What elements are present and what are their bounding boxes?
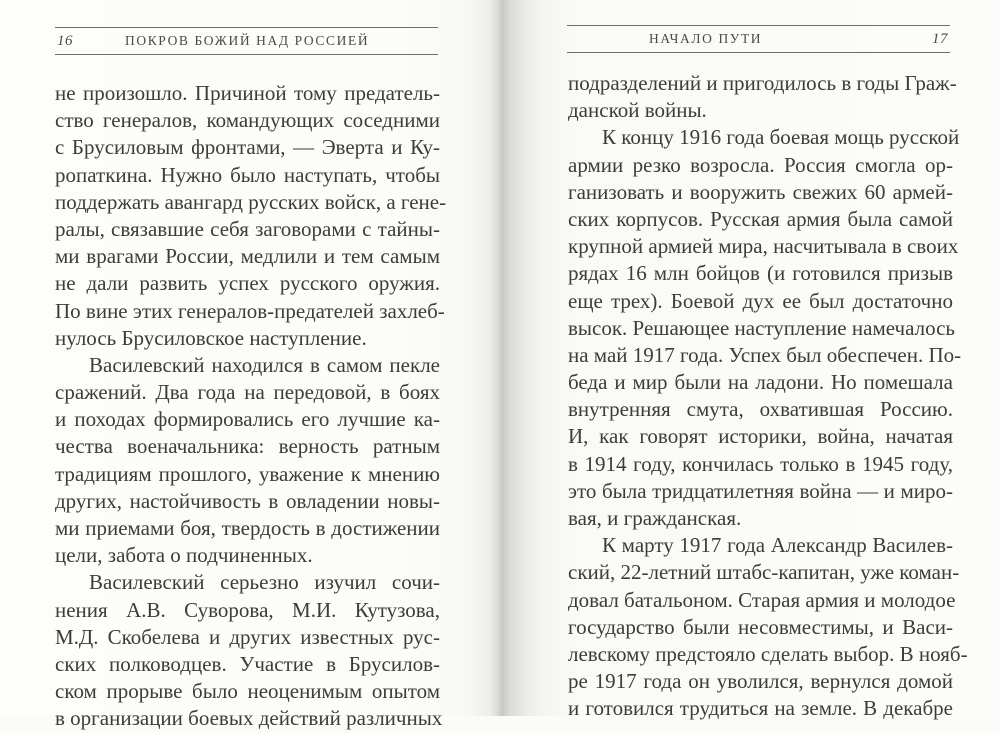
text-line: беда и мир были на ладони. Но помешала [568, 370, 953, 395]
right-page [500, 0, 1000, 721]
text-line: нулось Брусиловское наступление. [55, 325, 367, 350]
text-line: ми приемами боя, твердость в достижении [55, 516, 440, 540]
text-line: на май 1917 года. Успех был обеспечен. По- [568, 342, 962, 367]
text-line: левскому предстояло сделать выбор. В нояб- [568, 641, 968, 666]
text-line: К концу 1916 года боевая мощь русской [602, 125, 960, 150]
text-line: еще трех). Боевой дух ее был достаточно [568, 288, 953, 313]
running-title: ПОКРОВ БОЖИЙ НАД РОССИЕЙ [125, 33, 370, 48]
text-line: поддержать авангард русских войск, а гене- [55, 189, 447, 214]
text-line: чества военачальника: верность ратным [55, 434, 440, 459]
text-line: это была тридцатилетняя война — и миро- [568, 478, 953, 503]
text-line: не произошло. Причиной тому предатель- [55, 81, 440, 105]
text-line: ском прорыве было неоценимым опытом [55, 679, 440, 704]
text-line: других, настойчивость в овладении новы- [55, 488, 440, 513]
text-line: не дали развить успех русского оружия. [55, 271, 440, 296]
text-line: ганизовать и вооружить свежих 60 армей- [568, 179, 953, 204]
page-number: 17 [932, 30, 948, 47]
text-line: цели, забота о подчиненных. [55, 543, 313, 568]
text-line: По вине этих генералов-предателей захлеб- [55, 298, 445, 323]
text-line: в 1914 году, кончилась только в 1945 году, [568, 451, 953, 476]
text-line: ми врагами России, медлили и тем самым [55, 244, 440, 269]
text-line: высок. Решающее наступление намечалось [568, 315, 955, 340]
left-page [0, 0, 500, 731]
text-line: вая, и гражданская. [568, 506, 742, 530]
text-line: ре 1917 года он уволился, вернулся домой [568, 669, 953, 694]
text-line: рядах 16 млн бойцов (и готовился призыв [568, 261, 953, 286]
text-line: в организации боевых действий различных [55, 706, 443, 731]
text-line: и походах формировались его лучшие ка- [55, 407, 440, 432]
text-line: данской войны. [568, 98, 707, 123]
text-line: с Брусиловым фронтами, — Эверта и Ку- [55, 135, 440, 160]
text-line: М.Д. Скобелева и других известных рус- [55, 624, 440, 649]
body-text [568, 70, 968, 723]
text-line: крупной армией мира, насчитывала в своих [568, 234, 959, 259]
running-head-left [55, 27, 438, 55]
text-line: ский, 22-летний штабс-капитан, уже коман- [568, 560, 960, 585]
running-title: НАЧАЛО ПУТИ [649, 31, 763, 46]
text-line: ралы, связавшие себя заговорами с тайны- [55, 216, 440, 241]
text-line: ских корпусов. Русская армия была самой [568, 206, 953, 231]
text-line: ропаткина. Нужно было наступать, чтобы [55, 162, 440, 187]
text-line: и готовился трудиться на земле. В декабре [568, 696, 953, 721]
text-line: внутренняя смута, охватившая Россию. [568, 397, 953, 422]
text-line: ство генералов, командующих соседними [55, 108, 440, 133]
running-head-right [567, 25, 950, 53]
body-text [55, 80, 447, 733]
text-line: ских полководцев. Участие в Брусилов- [55, 651, 440, 676]
page-number: 16 [57, 32, 73, 49]
text-line: К марту 1917 года Александр Василев- [602, 533, 953, 558]
text-line: И, как говорят историки, война, начатая [568, 424, 953, 449]
text-line: довал батальоном. Старая армия и молодое [568, 587, 956, 612]
text-line: традициям прошлого, уважение к мнению [55, 461, 440, 486]
text-line: Василевский находился в самом пекле [89, 352, 440, 377]
text-line: Василевский серьезно изучил сочи- [89, 570, 440, 595]
text-line: нения А.В. Суворова, М.И. Кутузова, [55, 597, 440, 622]
text-line: государство были несовместимы, и Васи- [568, 614, 953, 639]
text-line: подразделений и пригодилось в годы Граж- [568, 71, 957, 95]
text-line: армии резко возросла. Россия смогла ор- [568, 152, 953, 177]
text-line: сражений. Два года на передовой, в боях [55, 380, 440, 405]
